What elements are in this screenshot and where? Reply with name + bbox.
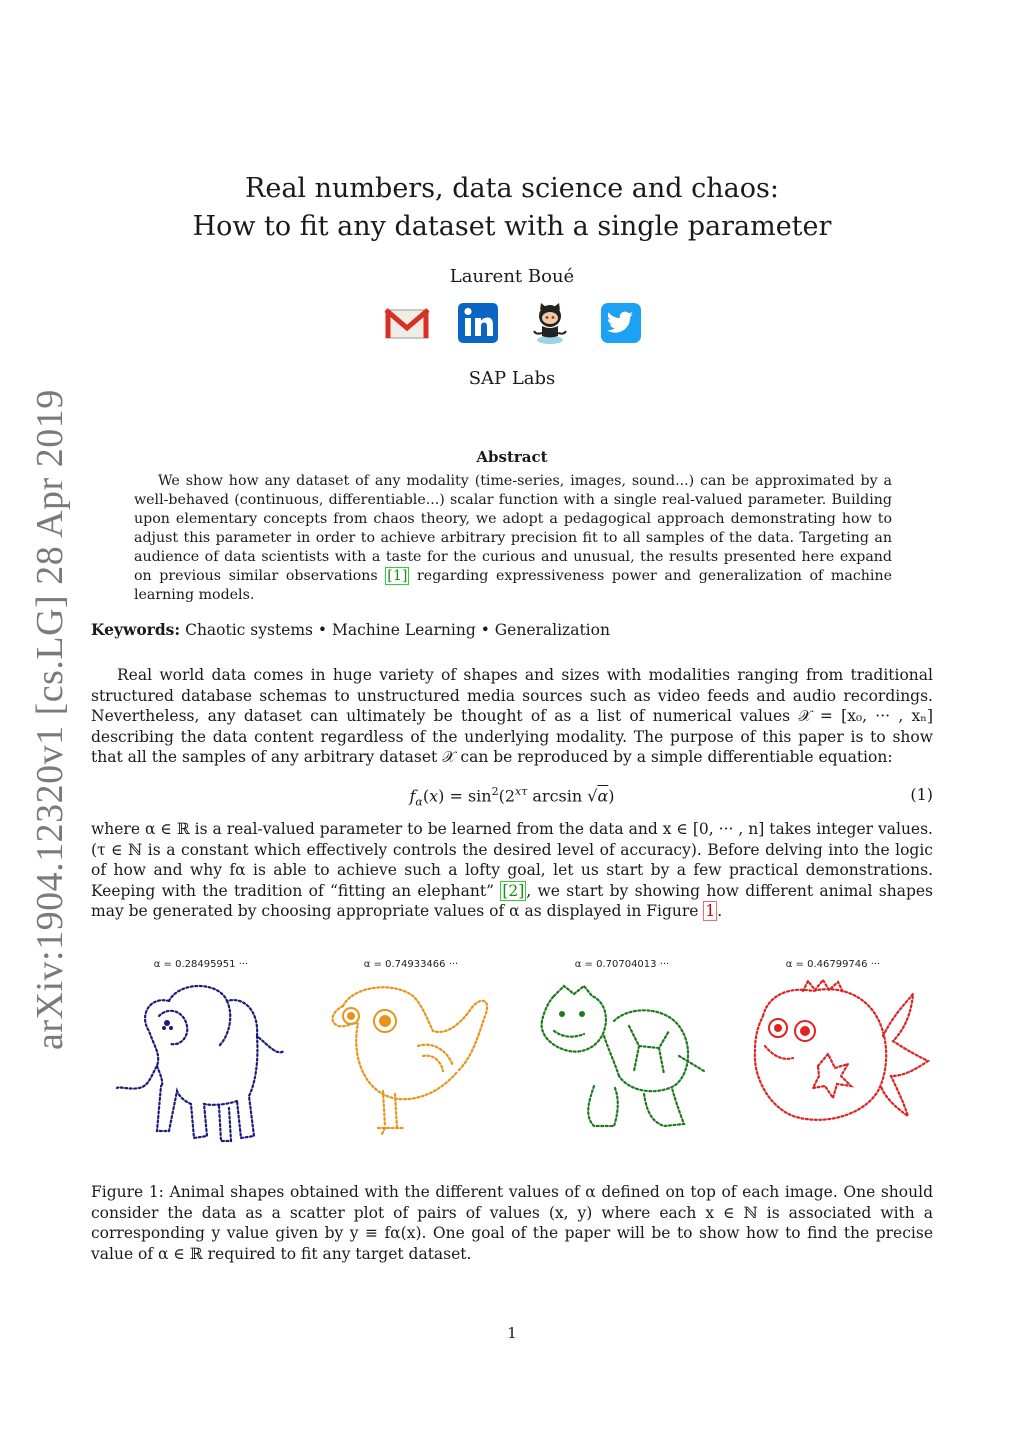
linkedin-icon[interactable] (455, 300, 501, 346)
paper-title-line-1: Real numbers, data science and chaos: (245, 173, 779, 204)
keywords-list: Chaotic systems • Machine Learning • Generalization (185, 621, 610, 639)
elephant-scatter (109, 976, 299, 1151)
fish-scatter (743, 976, 933, 1151)
bird-scatter (323, 976, 503, 1151)
keywords (91, 620, 933, 639)
figure-1 (91, 956, 933, 1156)
arxiv-stamp[interactable]: arXiv:1904.12320v1 [cs.LG] 28 Apr 2019 (29, 389, 71, 1050)
intro-paragraph: Real world data comes in huge variety of shapes and sizes with modalities ranging from traditional structured database schemas to unstructured media sources such as video feeds and audio recordings. Nevertheless, any dataset can ultimately be thought of as a list of numerical values 𝒳 = [x₀, ··· , xₙ] describing the data content regardless of the underlying modality. The purpose of this paper is to show that all the samples of any arbitrary dataset 𝒳 can be reproduced by a simple differentiable equation: (91, 666, 933, 767)
paragraph-after-equation: where α ∈ ℝ is a real-valued parameter to be learned from the data and x ∈ [0, ··· , n] takes integer values. (τ ∈ ℕ is a constant which effectively controls the desired level of accuracy). Before delving into the logic of how and why fα is able to achieve such a lofty goal, let us start by a few practical demonstrations. Keeping with the tradition of “fitting an elephant” [2] , we start by showing how different animal shapes may be generated by choosing appropriate values of α as displayed in Figure 1 . (91, 820, 934, 921)
author-name: Laurent Boué (449, 266, 575, 287)
equation-1: $f_\alpha(x) = \sin^2(2^{x\tau}$ arcsin √α) (1) (409, 785, 933, 809)
citation-1[interactable]: [1] (387, 568, 408, 584)
page-number: 1 (507, 1324, 517, 1342)
abstract-heading: Abstract (476, 448, 548, 466)
alpha-label-fish: α = 0.46799746 ··· (785, 959, 881, 970)
gmail-icon[interactable] (384, 300, 430, 346)
github-octocat-icon[interactable] (527, 300, 573, 346)
keywords-label: Keywords: (91, 620, 181, 639)
alpha-label-elephant: α = 0.28495951 ··· (153, 959, 249, 970)
turtle-scatter (534, 976, 714, 1151)
paper-title-line-2: How to fit any dataset with a single parameter (192, 211, 832, 242)
figure-reference[interactable]: 1 (705, 902, 716, 921)
twitter-icon[interactable] (598, 300, 644, 346)
alpha-label-bird: α = 0.74933466 ··· (363, 959, 459, 970)
figure-1-caption: Figure 1: Animal shapes obtained with the different values of α defined on top of each image. One should consider the data as a scatter plot of pairs of values (x, y) where each x ∈ ℕ is associated with a corresponding y value given by y ≡ fα(x). One goal of the paper will be to show how to find the precise value of α ∈ ℝ required to fit any target dataset. (91, 1183, 933, 1263)
alpha-label-turtle: α = 0.70704013 ··· (574, 959, 670, 970)
contact-icons (384, 300, 644, 346)
affiliation: SAP Labs (468, 368, 556, 389)
equation-number: (1) (910, 785, 933, 804)
citation-2[interactable]: [2] (502, 881, 525, 900)
abstract-text: We show how any dataset of any modality (time-series, images, sound...) can be approximated by a well-behaved (continuous, differentiable...) scalar function with a single real-valued parameter. Building upon elementary concepts from chaos theory, we adopt a pedagogical approach demonstrating how to adjust this parameter in order to achieve arbitrary precision fit to all samples of the data. Targeting an audience of data scientists with a taste for the curious and unusual, the results presented here expand on previous similar observations [1] regarding expressiveness power and generalization of machine learning models. (134, 473, 892, 603)
